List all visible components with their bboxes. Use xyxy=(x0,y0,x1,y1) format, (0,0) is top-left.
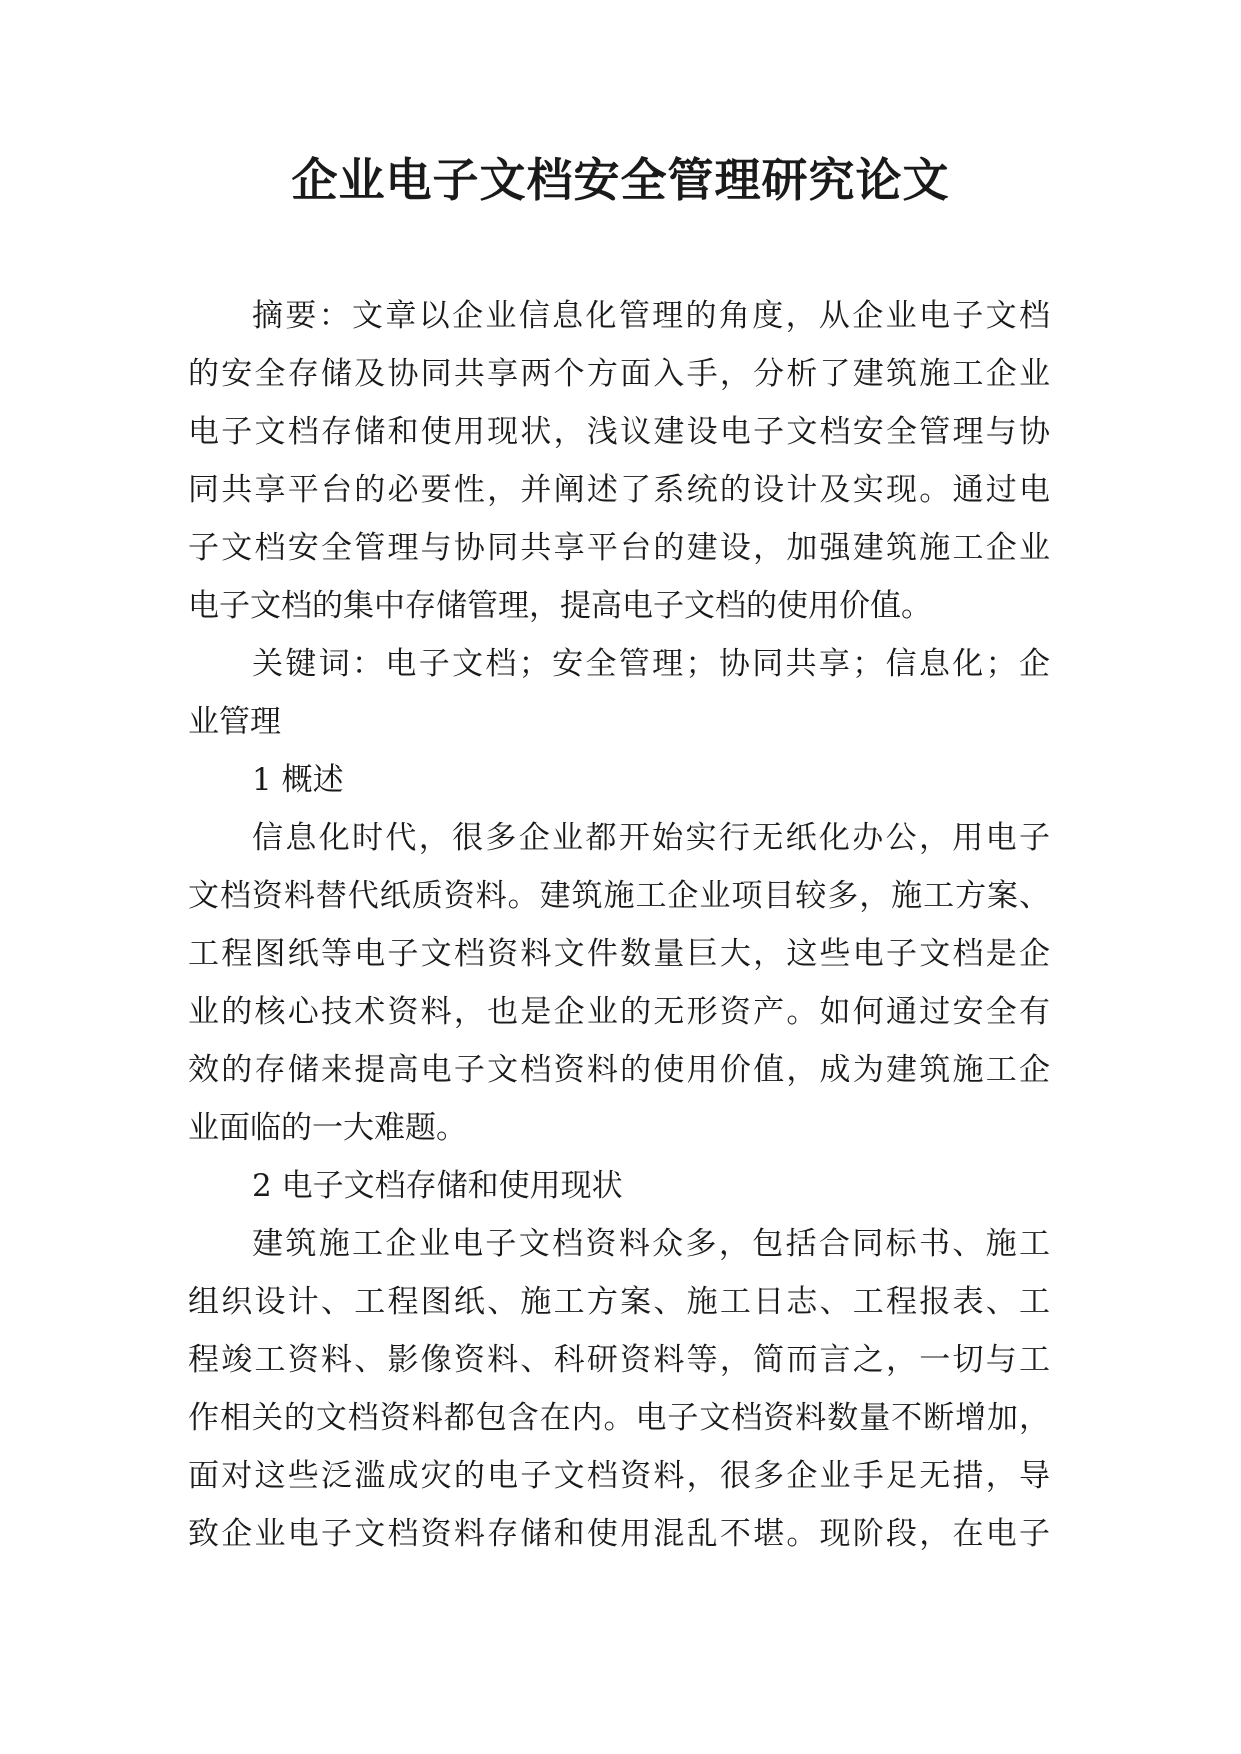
text-line: 摘要：文章以企业信息化管理的角度，从企业电子文档 xyxy=(252,298,1050,334)
text-line: 组织设计、工程图纸、施工方案、施工日志、工程报表、工 xyxy=(188,1284,1050,1320)
document-body xyxy=(188,287,1050,1563)
text-line: 面对这些泛滥成灾的电子文档资料，很多企业手足无措，导 xyxy=(188,1458,1050,1494)
text-line: 子文档安全管理与协同共享平台的建设，加强建筑施工企业 xyxy=(188,530,1050,566)
text-line: 效的存储来提高电子文档资料的使用价值，成为建筑施工企 xyxy=(188,1052,1050,1088)
text-line: 电子文档的集中存储管理，提高电子文档的使用价值。 xyxy=(188,588,932,624)
text-line: 工程图纸等电子文档资料文件数量巨大，这些电子文档是企 xyxy=(188,936,1050,972)
text-line: 建筑施工企业电子文档资料众多，包括合同标书、施工 xyxy=(252,1226,1050,1262)
text-line: 关键词：电子文档；安全管理；协同共享；信息化；企 xyxy=(252,646,1050,682)
text-line: 文档资料替代纸质资料。建筑施工企业项目较多，施工方案、 xyxy=(188,878,1050,914)
text-line: 业的核心技术资料，也是企业的无形资产。如何通过安全有 xyxy=(188,994,1050,1030)
text-line: 同共享平台的必要性，并阐述了系统的设计及实现。通过电 xyxy=(188,472,1050,508)
text-line: 2 电子文档存储和使用现状 xyxy=(252,1168,623,1204)
text-line: 电子文档存储和使用现状，浅议建设电子文档安全管理与协 xyxy=(188,414,1050,450)
text-line: 1 概述 xyxy=(252,762,344,798)
document-title: 企业电子文档安全管理研究论文 xyxy=(291,153,950,207)
text-line: 作相关的文档资料都包含在内。电子文档资料数量不断增加， xyxy=(188,1400,1050,1436)
text-line: 业管理 xyxy=(188,704,281,740)
text-line: 致企业电子文档资料存储和使用混乱不堪。现阶段，在电子 xyxy=(188,1516,1050,1552)
text-line: 程竣工资料、影像资料、科研资料等，简而言之，一切与工 xyxy=(188,1342,1050,1378)
text-line: 的安全存储及协同共享两个方面入手，分析了建筑施工企业 xyxy=(188,356,1050,392)
text-line: 业面临的一大难题。 xyxy=(188,1110,467,1146)
text-line: 信息化时代，很多企业都开始实行无纸化办公，用电子 xyxy=(252,820,1050,856)
